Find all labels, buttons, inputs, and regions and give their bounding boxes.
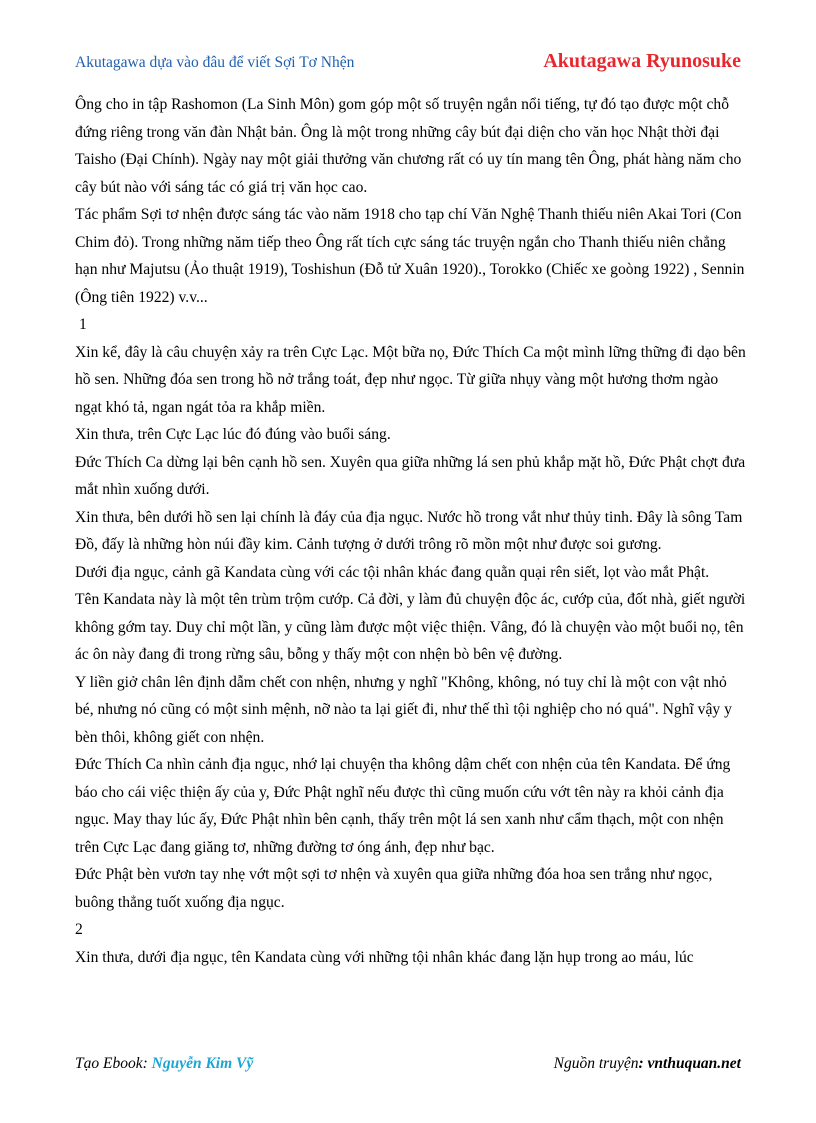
paragraph-9: Đức Phật bèn vươn tay nhẹ vớt một sợi tơ nhện và xuyên qua giữa những đóa hoa sen trắng như ngọc, buông thẳng tuốt xuống địa ngục. (75, 866, 713, 911)
section-number-2: 2 (75, 921, 83, 938)
source-credit (554, 1055, 741, 1073)
paragraph-5: Dưới địa ngục, cảnh gã Kandata cùng với các tội nhân khác đang quằn quại rên siết, lọt vào mắt Phật. (75, 563, 710, 581)
ebook-credit (75, 1055, 253, 1073)
paragraph-6: Tên Kandata này là một tên trùm trộm cướp. Cả đời, y làm đủ chuyện độc ác, cướp của, đốt nhà, giết người không gớm tay. Duy chỉ một lần, y cũng làm được một việc thiện. Vâng, đó là chuyện vào một buổi nọ, tên ác ôn này đang đi trong rừng sâu, bỗng y thấy một con nhện bò bên vệ đường. (75, 591, 746, 663)
source-label: Nguồn truyện (553, 1055, 639, 1072)
document-body (75, 91, 747, 971)
section-number-1: 1 (79, 316, 87, 333)
page-footer (75, 1055, 741, 1079)
paragraph-3: Đức Thích Ca dừng lại bên cạnh hồ sen. Xuyên qua giữa những lá sen phủ khắp mặt hồ, Đức Phật chợt đưa mắt nhìn xuống dưới. (75, 453, 746, 498)
book-title: Akutagawa dựa vào đâu để viết Sợi Tơ Nhện (75, 54, 355, 71)
paragraph-10: Xin thưa, dưới địa ngục, tên Kandata cùng với những tội nhân khác đang lặn hụp trong ao máu, lúc (75, 948, 694, 966)
paragraph-4: Xin thưa, bên dưới hồ sen lại chính là đáy của địa ngục. Nước hồ trong vắt như thủy tinh. Đây là sông Tam Đồ, đấy là những hòn núi đầy kim. Cảnh tượng ở dưới trông rõ mồn một như được soi gương. (75, 508, 743, 553)
page-header (75, 50, 741, 78)
source-site: vnthuquan.net (647, 1055, 741, 1072)
ebook-label: Tạo Ebook (75, 1055, 143, 1072)
paragraph-intro-2: Tác phẩm Sợi tơ nhện được sáng tác vào năm 1918 cho tạp chí Văn Nghệ Thanh thiếu niên Akai Tori (Con Chim đỏ). Trong những năm tiếp theo Ông rất tích cực sáng tác truyện ngắn cho Thanh thiếu niên chẳng hạn như Majutsu (Ảo thuật 1919), Toshishun (Đỗ tử Xuân 1920)., Torokko (Chiếc xe goòng 1922) , Sennin (Ông tiên 1922) v.v... (75, 206, 745, 306)
ebook-separator: : (142, 1055, 152, 1072)
ebook-author: Nguyễn Kim Vỹ (151, 1055, 254, 1072)
paragraph-1: Xin kể, đây là câu chuyện xảy ra trên Cực Lạc. Một bữa nọ, Đức Thích Ca một mình lững thững đi dạo bên hồ sen. Những đóa sen trong hồ nở trắng toát, đẹp như ngọc. Từ giữa nhụy vàng một hương thơm ngào ngạt khó tả, ngan ngát tỏa ra khắp miền. (75, 343, 746, 416)
paragraph-7: Y liền giở chân lên định dẫm chết con nhện, nhưng y nghĩ "Không, không, nó tuy chỉ là một con vật nhỏ bé, nhưng nó cũng có một sinh mệnh, nỡ nào ta lại giết đi, như thế thì tội nghiệp cho nó quá". Nghĩ vậy y bèn thôi, không giết con nhện. (75, 673, 732, 746)
source-separator: : (638, 1055, 648, 1072)
paragraph-8: Đức Thích Ca nhìn cảnh địa ngục, nhớ lại chuyện tha không dậm chết con nhện của tên Kandata. Để ứng báo cho cái việc thiện ấy của y, Đức Phật nghĩ nếu được thì cũng muốn cứu vớt tên này ra khỏi cảnh địa ngục. May thay lúc ấy, Đức Phật nhìn bên cạnh, thấy trên một lá sen xanh như cẩm thạch, một con nhện trên Cực Lạc đang giăng tơ, những đường tơ óng ánh, đẹp như bạc. (75, 756, 731, 856)
author-name: Akutagawa Ryunosuke (543, 50, 741, 72)
paragraph-2: Xin thưa, trên Cực Lạc lúc đó đúng vào buổi sáng. (75, 426, 391, 443)
paragraph-intro-1: Ông cho in tập Rashomon (La Sinh Môn) gom góp một số truyện ngắn nổi tiếng, tự đó tạo được một chỗ đứng riêng trong văn đàn Nhật bản. Ông là một trong những cây bút đại diện cho văn học Nhật thời đại Taisho (Đại Chính). Ngày nay một giải thưởng văn chương rất có uy tín mang tên Ông, phát hàng năm cho cây bút nào với sáng tác có giá trị văn học cao. (75, 96, 742, 196)
